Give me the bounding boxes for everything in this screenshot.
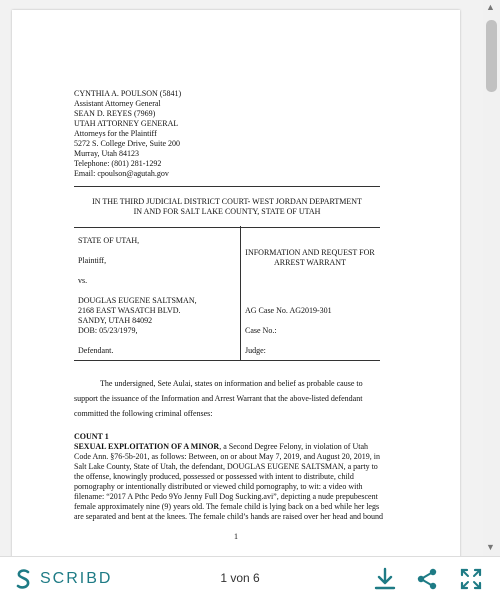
header-line: UTAH ATTORNEY GENERAL	[74, 119, 179, 128]
court-heading	[74, 186, 380, 228]
defendant-line: DOB: 05/23/1979,	[78, 326, 138, 335]
defendant-line: 2168 EAST WASATCH BLVD.	[78, 306, 181, 315]
intro-paragraph	[74, 376, 380, 421]
page-number: 1	[234, 532, 238, 541]
fullscreen-button[interactable]	[458, 566, 484, 592]
header-line: 5272 S. College Drive, Suite 200	[74, 139, 180, 148]
plaintiff-label: Plaintiff,	[78, 256, 107, 265]
count-section	[74, 432, 384, 522]
defendant-line: DOUGLAS EUGENE SALTSMAN,	[78, 296, 197, 305]
defendant-line: SANDY, UTAH 84092	[78, 316, 153, 325]
judge-label: Judge:	[245, 346, 266, 355]
header-line: Email: cpoulson@agutah.gov	[74, 169, 169, 178]
caption-divider	[240, 226, 241, 360]
document-title-line-1: INFORMATION AND REQUEST FOR	[245, 248, 375, 257]
share-icon	[414, 566, 440, 592]
court-line-2: IN AND FOR SALT LAKE COUNTY, STATE OF UTAH	[133, 207, 321, 216]
scroll-up-icon[interactable]: ▲	[486, 2, 495, 12]
document-page	[12, 10, 460, 556]
defendant-label: Defendant.	[78, 346, 114, 355]
header-line: CYNTHIA A. POULSON (5841)	[74, 89, 182, 98]
vertical-scrollbar[interactable]	[483, 0, 500, 556]
ag-case-number: AG Case No. AG2019-301	[245, 306, 332, 315]
count-text: , a Second Degree Felony, in violation of Utah Code Ann. §76-5b-201, as follows: Between, on or about May 7, 2019, and August 20, 2019, in Salt Lake County, State of Utah, the defendant, DOUGLAS EUGENE SALTSMAN, a party to the offense, knowingly produced, possessed or possessed with intent to distribute, child pornography or intentionally distributed or viewed child pornography, to wit: a video with filename: “2017 A Pthc Pedo 9Yo Jenny Full Dog Sucking.avi”, depicting a nude prepubescent female approximately nine (9) years old. The female child is lying back on a bed while her legs are separated and bent at the knees. The female child’s hands are raised over her head and bound	[74, 442, 384, 521]
count-body	[74, 442, 384, 522]
court-line-1: IN THE THIRD JUDICIAL DISTRICT COURT- WEST JORDAN DEPARTMENT	[92, 197, 362, 206]
document-title-line-2: ARREST WARRANT	[274, 258, 346, 267]
plaintiff-name: STATE OF UTAH,	[78, 236, 140, 245]
defendant-block	[78, 296, 197, 336]
brand-name: SCRIBD	[40, 570, 113, 587]
scribd-logo-icon	[14, 568, 34, 590]
scribd-logo[interactable]	[14, 568, 112, 590]
count-heading: COUNT 1	[74, 432, 109, 441]
bottom-toolbar	[0, 556, 500, 601]
case-caption	[74, 226, 380, 361]
page-indicator: 1 von 6	[220, 571, 260, 585]
header-line: SEAN D. REYES (7969)	[74, 109, 156, 118]
header-line: Telephone: (801) 281-1292	[74, 159, 162, 168]
case-number-label: Case No.:	[245, 326, 277, 335]
document-title	[240, 248, 380, 268]
count-title: SEXUAL EXPLOITATION OF A MINOR	[74, 442, 220, 451]
header-line: Murray, Utah 84123	[74, 149, 140, 158]
header-line: Assistant Attorney General	[74, 99, 161, 108]
attorney-header	[74, 89, 181, 179]
header-line: Attorneys for the Plaintiff	[74, 129, 157, 138]
scrollbar-thumb[interactable]	[486, 20, 497, 92]
scroll-down-icon[interactable]: ▼	[486, 542, 495, 552]
fullscreen-icon	[458, 566, 484, 592]
download-icon	[372, 566, 398, 592]
download-button[interactable]	[372, 566, 398, 592]
share-button[interactable]	[414, 566, 440, 592]
intro-text: The undersigned, Sete Aulai, states on information and belief as probable cause to support the issuance of the Information and Arrest Warrant that the above-listed defendant committed the following criminal offenses:	[74, 379, 363, 418]
versus-label: vs.	[78, 276, 88, 285]
